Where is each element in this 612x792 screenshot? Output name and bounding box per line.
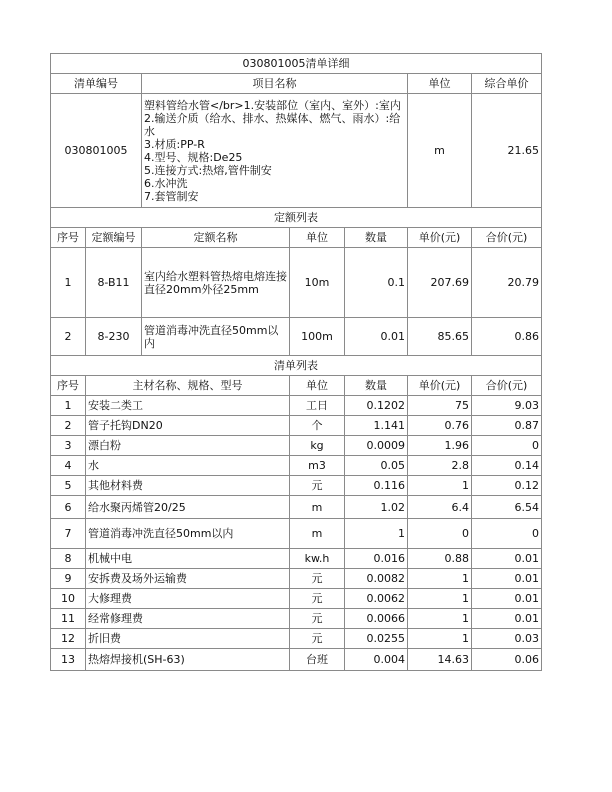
quota-name: 管道消毒冲洗直径50mm以内 xyxy=(142,318,290,356)
list-no: 9 xyxy=(51,569,86,589)
list-price: 1 xyxy=(408,569,472,589)
list-unit: 个 xyxy=(290,416,345,436)
list-no: 2 xyxy=(51,416,86,436)
list-no: 5 xyxy=(51,476,86,496)
list-qty: 0.1202 xyxy=(345,396,408,416)
list-qty: 1.141 xyxy=(345,416,408,436)
list-header-unit: 单位 xyxy=(290,376,345,396)
quota-row xyxy=(51,248,542,318)
quota-unit: 100m xyxy=(290,318,345,356)
quota-header-code: 定额编号 xyxy=(86,228,142,248)
list-no: 3 xyxy=(51,436,86,456)
list-qty: 0.004 xyxy=(345,649,408,671)
list-row xyxy=(51,609,542,629)
bill-price: 21.65 xyxy=(472,94,542,208)
list-row xyxy=(51,519,542,549)
quota-header-unit: 单位 xyxy=(290,228,345,248)
bill-description-line: 4.型号、规格:De25 xyxy=(144,150,243,164)
list-no: 7 xyxy=(51,519,86,549)
list-total: 0.06 xyxy=(472,649,542,671)
list-total: 9.03 xyxy=(472,396,542,416)
list-unit: kw.h xyxy=(290,549,345,569)
list-unit: 元 xyxy=(290,629,345,649)
list-qty: 0.0066 xyxy=(345,609,408,629)
list-row xyxy=(51,496,542,519)
list-name: 管子托钩DN20 xyxy=(86,416,290,436)
quota-qty: 0.01 xyxy=(345,318,408,356)
bill-header-name: 项目名称 xyxy=(142,74,408,94)
list-no: 1 xyxy=(51,396,86,416)
quota-total: 20.79 xyxy=(472,248,542,318)
list-unit: 元 xyxy=(290,569,345,589)
list-total: 0.01 xyxy=(472,549,542,569)
quota-name: 室内给水塑料管热熔电熔连接直径20mm外径25mm xyxy=(142,248,290,318)
list-unit: 元 xyxy=(290,589,345,609)
quota-header-total: 合价(元) xyxy=(472,228,542,248)
list-unit: m3 xyxy=(290,456,345,476)
list-qty: 0.116 xyxy=(345,476,408,496)
list-row xyxy=(51,416,542,436)
list-row xyxy=(51,456,542,476)
bill-row xyxy=(51,94,542,208)
quota-price: 207.69 xyxy=(408,248,472,318)
bill-description-line: 3.材质:PP-R xyxy=(144,137,205,151)
list-qty: 0.0009 xyxy=(345,436,408,456)
list-header-total: 合价(元) xyxy=(472,376,542,396)
quota-unit: 10m xyxy=(290,248,345,318)
quota-code: 8-230 xyxy=(86,318,142,356)
list-row xyxy=(51,649,542,671)
list-no: 12 xyxy=(51,629,86,649)
list-price: 1 xyxy=(408,629,472,649)
list-no: 6 xyxy=(51,496,86,519)
list-row xyxy=(51,396,542,416)
list-section-title: 清单列表 xyxy=(51,356,542,376)
bill-description-line: 塑料管给水管</br>1.安装部位（室内、室外）:室内 xyxy=(144,98,401,112)
list-name: 大修理费 xyxy=(86,589,290,609)
list-header-no: 序号 xyxy=(51,376,86,396)
quota-header-row xyxy=(51,228,542,248)
quota-row xyxy=(51,318,542,356)
list-price: 1 xyxy=(408,609,472,629)
list-unit: m xyxy=(290,519,345,549)
quota-qty: 0.1 xyxy=(345,248,408,318)
quota-header-price: 单价(元) xyxy=(408,228,472,248)
bill-description-line: 5.连接方式:热熔,管件制安 xyxy=(144,163,272,177)
list-total: 0 xyxy=(472,436,542,456)
quota-no: 2 xyxy=(51,318,86,356)
list-header-row xyxy=(51,376,542,396)
bill-header-price: 综合单价 xyxy=(472,74,542,94)
list-name: 其他材料费 xyxy=(86,476,290,496)
list-name: 漂白粉 xyxy=(86,436,290,456)
list-price: 1 xyxy=(408,476,472,496)
quota-total: 0.86 xyxy=(472,318,542,356)
list-total: 0.03 xyxy=(472,629,542,649)
list-no: 4 xyxy=(51,456,86,476)
list-no: 10 xyxy=(51,589,86,609)
list-price: 75 xyxy=(408,396,472,416)
list-name: 给水聚丙烯管20/25 xyxy=(86,496,290,519)
list-row xyxy=(51,436,542,456)
list-price: 6.4 xyxy=(408,496,472,519)
bill-description-line: 6.水冲洗 xyxy=(144,176,188,190)
list-name: 机械中电 xyxy=(86,549,290,569)
list-unit: 元 xyxy=(290,609,345,629)
list-total: 0 xyxy=(472,519,542,549)
list-price: 1 xyxy=(408,589,472,609)
list-qty: 1.02 xyxy=(345,496,408,519)
quota-code: 8-B11 xyxy=(86,248,142,318)
quota-header-no: 序号 xyxy=(51,228,86,248)
list-price: 0.88 xyxy=(408,549,472,569)
list-no: 8 xyxy=(51,549,86,569)
list-unit: 台班 xyxy=(290,649,345,671)
list-price: 14.63 xyxy=(408,649,472,671)
list-total: 0.12 xyxy=(472,476,542,496)
list-total: 0.01 xyxy=(472,609,542,629)
list-name: 安拆费及场外运输费 xyxy=(86,569,290,589)
list-name: 经常修理费 xyxy=(86,609,290,629)
bill-header-code: 清单编号 xyxy=(51,74,142,94)
list-row xyxy=(51,629,542,649)
bill-description-line: 2.输送介质（给水、排水、热媒体、燃气、雨水）:给水 xyxy=(144,111,401,138)
bill-unit: m xyxy=(408,94,472,208)
quota-header-qty: 数量 xyxy=(345,228,408,248)
sheet-title: 030801005清单详细 xyxy=(51,54,542,74)
list-qty: 0.0062 xyxy=(345,589,408,609)
bill-header-row xyxy=(51,74,542,94)
list-header-name: 主材名称、规格、型号 xyxy=(86,376,290,396)
list-row xyxy=(51,569,542,589)
bill-header-unit: 单位 xyxy=(408,74,472,94)
list-name: 折旧费 xyxy=(86,629,290,649)
list-qty: 0.0255 xyxy=(345,629,408,649)
list-row xyxy=(51,549,542,569)
list-unit: 工日 xyxy=(290,396,345,416)
list-name: 热熔焊接机(SH-63) xyxy=(86,649,290,671)
quota-section-title: 定额列表 xyxy=(51,208,542,228)
quota-no: 1 xyxy=(51,248,86,318)
quota-price: 85.65 xyxy=(408,318,472,356)
list-total: 0.87 xyxy=(472,416,542,436)
list-header-qty: 数量 xyxy=(345,376,408,396)
list-qty: 0.05 xyxy=(345,456,408,476)
list-row xyxy=(51,589,542,609)
list-total: 0.01 xyxy=(472,589,542,609)
list-qty: 0.0082 xyxy=(345,569,408,589)
list-name: 安装二类工 xyxy=(86,396,290,416)
list-header-price: 单价(元) xyxy=(408,376,472,396)
list-body xyxy=(51,396,542,671)
list-total: 0.14 xyxy=(472,456,542,476)
list-price: 1.96 xyxy=(408,436,472,456)
list-price: 2.8 xyxy=(408,456,472,476)
list-total: 6.54 xyxy=(472,496,542,519)
list-qty: 1 xyxy=(345,519,408,549)
list-price: 0 xyxy=(408,519,472,549)
list-name: 管道消毒冲洗直径50mm以内 xyxy=(86,519,290,549)
bill-description-line: 7.套管制安 xyxy=(144,189,199,203)
list-unit: kg xyxy=(290,436,345,456)
list-unit: 元 xyxy=(290,476,345,496)
list-total: 0.01 xyxy=(472,569,542,589)
list-no: 11 xyxy=(51,609,86,629)
list-qty: 0.016 xyxy=(345,549,408,569)
list-name: 水 xyxy=(86,456,290,476)
list-no: 13 xyxy=(51,649,86,671)
bill-detail-table xyxy=(50,53,542,671)
list-unit: m xyxy=(290,496,345,519)
quota-header-name: 定额名称 xyxy=(142,228,290,248)
bill-description xyxy=(142,94,408,208)
bill-code: 030801005 xyxy=(51,94,142,208)
list-price: 0.76 xyxy=(408,416,472,436)
list-row xyxy=(51,476,542,496)
